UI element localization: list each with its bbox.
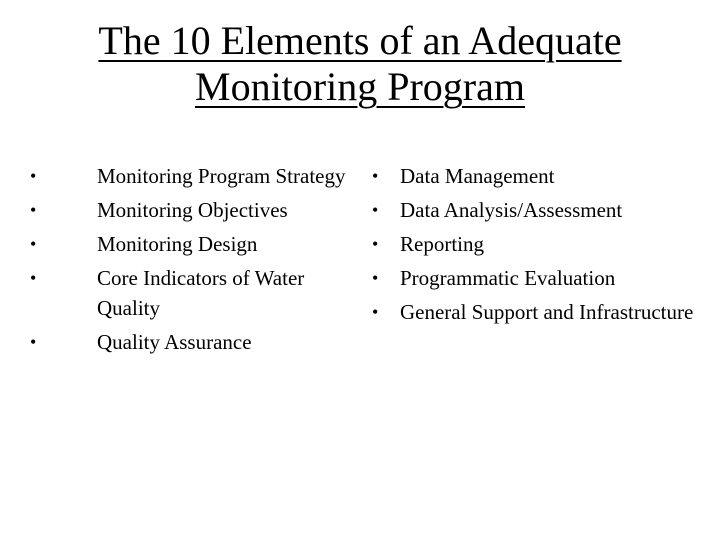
list-item	[30, 327, 350, 357]
list-item	[30, 263, 350, 323]
list-item-label: Monitoring Design	[97, 232, 258, 256]
bullet-icon: •	[372, 234, 379, 254]
list-item-label: Monitoring Objectives	[97, 198, 288, 222]
bullet-icon: •	[372, 302, 379, 322]
list-item	[372, 263, 712, 293]
title-line-1: The 10 Elements of an Adequate	[98, 18, 622, 63]
list-item-label: Monitoring Program Strategy	[97, 164, 346, 188]
bullet-icon: •	[30, 166, 37, 186]
list-item-label: Core Indicators of Water Quality	[97, 266, 305, 320]
list-item-label: Data Management	[400, 164, 555, 188]
list-item-label: Quality Assurance	[97, 330, 252, 354]
right-bullet-list	[372, 161, 712, 331]
list-item	[30, 229, 350, 259]
bullet-icon: •	[30, 200, 37, 220]
list-item	[30, 195, 350, 225]
list-item	[30, 161, 350, 191]
list-item-label: General Support and Infrastructure	[400, 300, 694, 324]
list-item	[372, 161, 712, 191]
list-item-label: Data Analysis/Assessment	[400, 198, 623, 222]
list-item	[372, 195, 712, 225]
left-bullet-list	[30, 161, 350, 361]
title-line-2: Monitoring Program	[195, 64, 525, 109]
bullet-icon: •	[30, 234, 37, 254]
list-item	[372, 297, 712, 327]
slide-title	[40, 18, 680, 110]
bullet-icon: •	[372, 166, 379, 186]
bullet-icon: •	[30, 332, 37, 352]
list-item-label: Programmatic Evaluation	[400, 266, 616, 290]
list-item	[372, 229, 712, 259]
bullet-icon: •	[30, 268, 37, 288]
list-item-label: Reporting	[400, 232, 484, 256]
bullet-icon: •	[372, 268, 379, 288]
bullet-icon: •	[372, 200, 379, 220]
